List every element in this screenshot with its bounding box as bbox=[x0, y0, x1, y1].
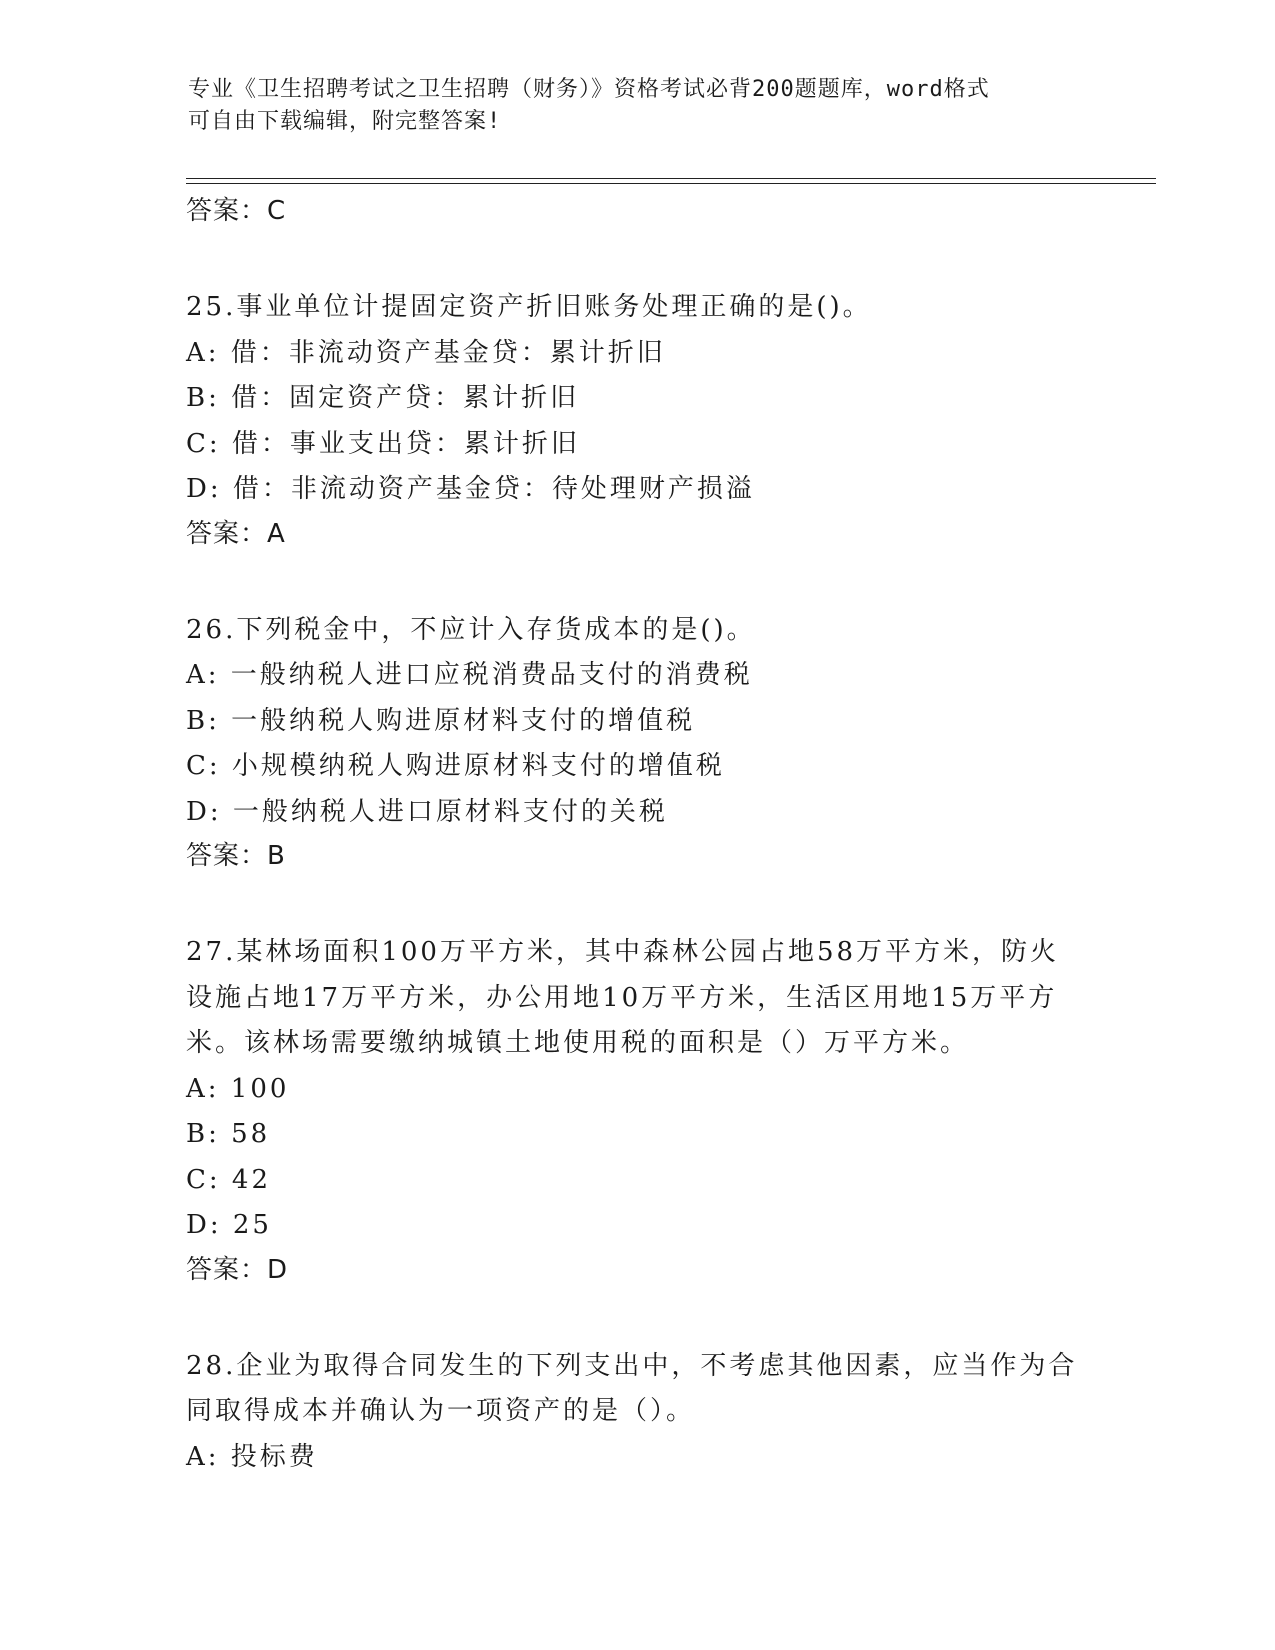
option-d: D: 借：非流动资产基金贷：待处理财产损溢 bbox=[186, 474, 755, 504]
question-stem-line-3: 米。该林场需要缴纳城镇土地使用税的面积是（）万平方米。 bbox=[186, 1028, 970, 1058]
answer-line: 答案：D bbox=[186, 1254, 289, 1285]
question-stem-line-1: 28.企业为取得合同发生的下列支出中，不考虑其他因素，应当作为合 bbox=[186, 1350, 1078, 1381]
option-c: C: 42 bbox=[186, 1164, 272, 1195]
option-d: D: 一般纳税人进口原材料支付的关税 bbox=[186, 796, 668, 827]
header-divider-top bbox=[186, 178, 1156, 179]
question-stem: 25.事业单位计提固定资产折旧账务处理正确的是()。 bbox=[186, 292, 872, 322]
option-b: B: 一般纳税人购进原材料支付的增值税 bbox=[186, 705, 696, 736]
option-c: C: 借：事业支出贷：累计折旧 bbox=[186, 428, 580, 459]
option-d: D: 25 bbox=[186, 1210, 272, 1240]
option-a: A: 100 bbox=[186, 1073, 290, 1104]
option-a: A: 一般纳税人进口应税消费品支付的消费税 bbox=[186, 660, 753, 690]
option-a: A: 投标费 bbox=[186, 1441, 318, 1472]
answer-line: 答案：A bbox=[186, 518, 286, 549]
header-divider-bottom bbox=[186, 183, 1156, 184]
answer-line: 答案：B bbox=[186, 841, 286, 871]
question-26 bbox=[186, 608, 1086, 876]
option-a: A: 借：非流动资产基金贷：累计折旧 bbox=[186, 337, 666, 368]
question-list bbox=[186, 192, 1086, 1480]
option-b: B: 58 bbox=[186, 1119, 271, 1149]
question-28 bbox=[186, 1344, 1086, 1481]
option-b: B: 借：固定资产贷：累计折旧 bbox=[186, 383, 580, 413]
question-25 bbox=[186, 285, 1086, 553]
question-stem-line-2: 同取得成本并确认为一项资产的是（）。 bbox=[186, 1396, 696, 1426]
header-line-1: 专业《卫生招聘考试之卫生招聘（财务）》资格考试必背200题题库，word格式 bbox=[188, 77, 990, 102]
option-c: C: 小规模纳税人购进原材料支付的增值税 bbox=[186, 751, 725, 781]
question-27 bbox=[186, 930, 1086, 1289]
question-stem-line-2: 设施占地17万平方米，办公用地10万平方米，生活区用地15万平方 bbox=[186, 982, 1058, 1013]
answer-line: 答案：C bbox=[186, 196, 287, 226]
question-stem-line-1: 27.某林场面积100万平方米，其中森林公园占地58万平方米，防火 bbox=[186, 937, 1060, 967]
header-line-2: 可自由下载编辑，附完整答案! bbox=[188, 109, 502, 134]
question-stem: 26.下列税金中，不应计入存货成本的是()。 bbox=[186, 614, 756, 645]
document-header bbox=[188, 74, 1068, 138]
